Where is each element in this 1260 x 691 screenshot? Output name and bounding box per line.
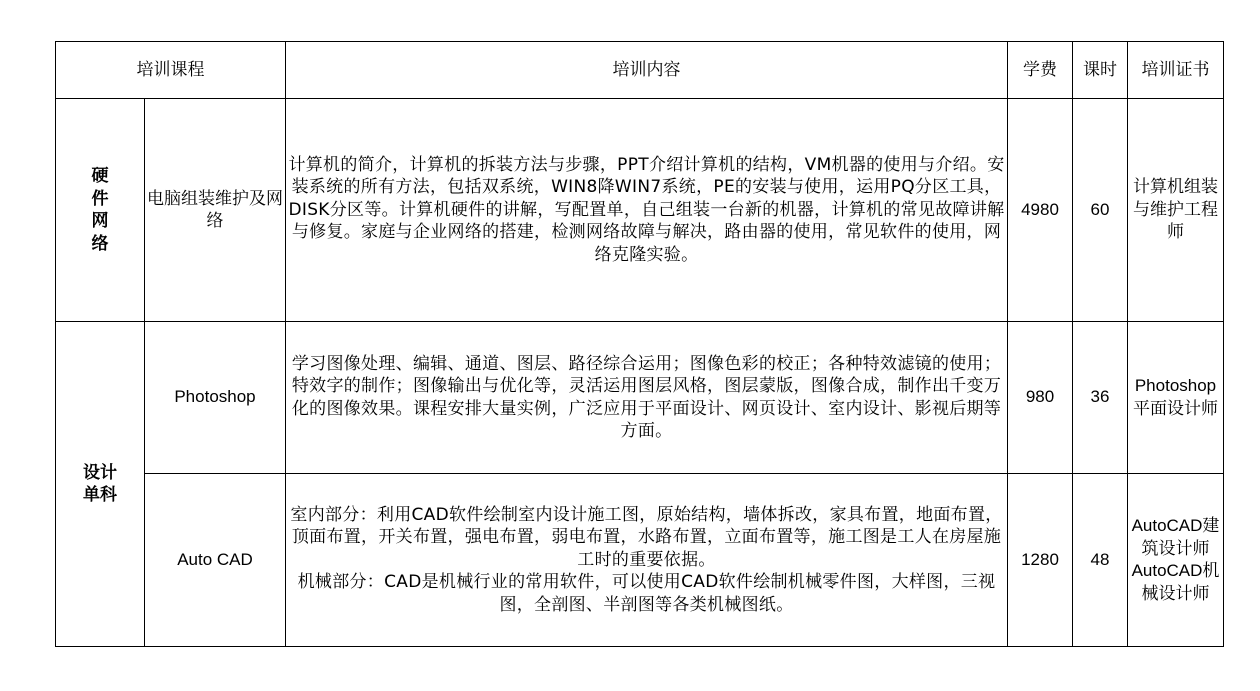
- course-content-interior: 室内部分：利用CAD软件绘制室内设计施工图，原始结构，墙体拆改，家具布置，地面布置，顶面布置，开关布置，强电布置，弱电布置，水路布置，立面布置等，施工图是工人在房屋施工时的重要依据。: [290, 504, 1003, 570]
- course-table: [55, 41, 1224, 647]
- course-hours: 36: [1073, 322, 1128, 474]
- certificate-architecture: AutoCAD建筑设计师: [1131, 516, 1220, 558]
- header-content: 培训内容: [286, 42, 1008, 99]
- course-hours: 48: [1073, 474, 1128, 647]
- group-label-hardware-network: [56, 99, 145, 322]
- course-content: [286, 474, 1008, 647]
- course-content: [286, 322, 1008, 474]
- course-certificate: 计算机组装与维护工程师: [1128, 99, 1224, 322]
- course-content-text: 计算机的简介，计算机的拆装方法与步骤，PPT介绍计算机的结构，VM机器的使用与介绍。安装系统的所有方法，包括双系统，WIN8降WIN7系统，PE的安装与使用，运用PQ分区工具，DISK分区等。计算机硬件的讲解，写配置单，自己组装一台新的机器，计算机的常见故障讲解与修复。家庭与企业网络的搭建，检测网络故障与解决，路由器的使用，常见软件的使用，网络克隆实验。: [288, 154, 1005, 265]
- table-row: [56, 99, 1224, 322]
- header-row: [56, 42, 1224, 99]
- certificate-mechanical: AutoCAD机械设计师: [1131, 561, 1220, 603]
- course-certificate: [1128, 474, 1224, 647]
- group-label-design: [56, 322, 145, 647]
- course-fee: 980: [1008, 322, 1073, 474]
- course-fee: 4980: [1008, 99, 1073, 322]
- course-certificate: Photoshop平面设计师: [1128, 322, 1224, 474]
- course-hours: 60: [1073, 99, 1128, 322]
- group-label-text: 设计单科: [83, 462, 117, 505]
- header-course: 培训课程: [56, 42, 286, 99]
- course-content: [286, 99, 1008, 322]
- course-name: Photoshop: [145, 322, 286, 474]
- course-fee: 1280: [1008, 474, 1073, 647]
- course-name: Auto CAD: [145, 474, 286, 647]
- header-certificate: 培训证书: [1128, 42, 1224, 99]
- header-hours: 课时: [1073, 42, 1128, 99]
- course-content-text: 学习图像处理、编辑、通道、图层、路径综合运用；图像色彩的校正；各种特效滤镜的使用；特效字的制作；图像输出与优化等，灵活运用图层风格，图层蒙版，图像合成，制作出千变万化的图像效果。课程安排大量实例，广泛应用于平面设计、网页设计、室内设计、影视后期等方面。: [291, 353, 1002, 441]
- table-row: [56, 474, 1224, 647]
- table-row: [56, 322, 1224, 474]
- course-content-mechanical: 机械部分：CAD是机械行业的常用软件，可以使用CAD软件绘制机械零件图，大样图，三视图，全剖图、半剖图等各类机械图纸。: [297, 572, 996, 615]
- header-fee: 学费: [1008, 42, 1073, 99]
- course-name: 电脑组装维护及网络: [145, 99, 286, 322]
- group-label-text: 硬件网络: [91, 166, 109, 254]
